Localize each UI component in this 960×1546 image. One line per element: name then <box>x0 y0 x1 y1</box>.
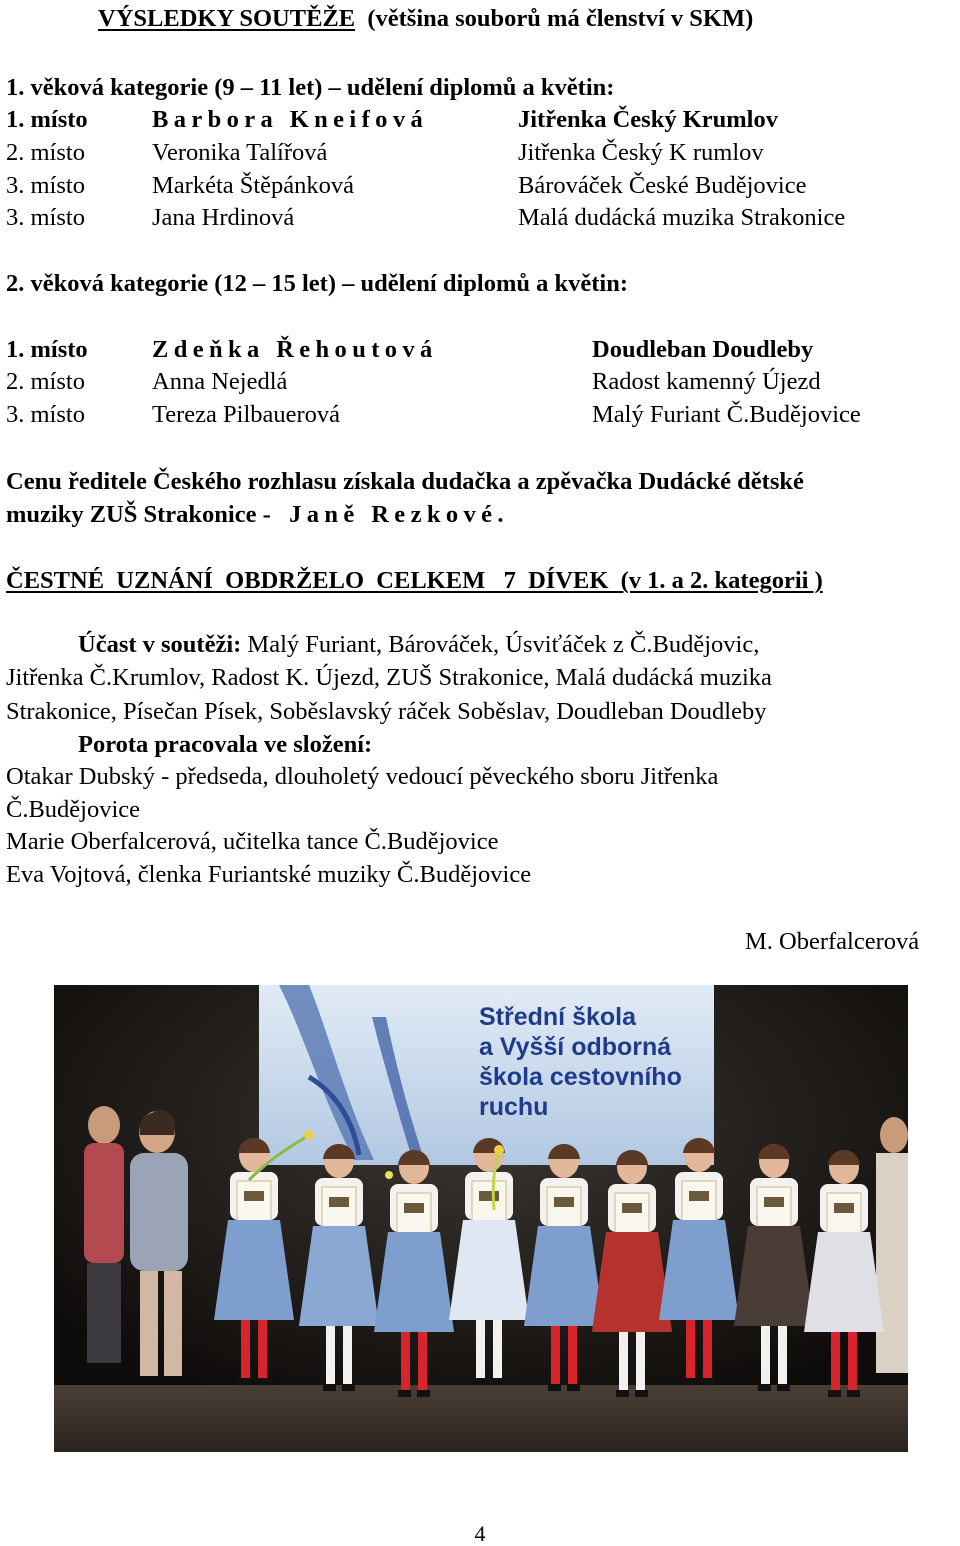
girl-leg <box>343 1326 352 1386</box>
girl-leg <box>831 1332 840 1392</box>
diploma <box>682 1181 716 1225</box>
girl-leg <box>493 1320 502 1380</box>
girl-skirt <box>214 1220 294 1320</box>
group-name: Malá dudácká muzika Strakonice <box>518 204 846 231</box>
girl-skirt <box>374 1232 454 1332</box>
girl-leg <box>551 1326 560 1386</box>
girl-leg <box>241 1320 250 1380</box>
girl-leg <box>418 1332 427 1392</box>
girl-leg <box>686 1320 695 1380</box>
participation-text: Malý Furiant, Bárováček, Úsviťáček z Č.Budějovic, <box>247 631 760 658</box>
banner-text: ruchu <box>479 1093 549 1121</box>
girl-shoe <box>828 1390 841 1397</box>
girl-leg <box>401 1332 410 1392</box>
banner-text: Střední škola <box>479 1003 636 1031</box>
group-name: Radost kamenný Újezd <box>592 368 821 395</box>
winner-name: Zdeňka Řehoutová <box>152 336 438 363</box>
diploma <box>757 1187 791 1231</box>
diploma <box>615 1193 649 1237</box>
group-name: Jitřenka Český Krumlov <box>518 106 778 133</box>
girl-leg <box>476 1320 485 1380</box>
girl-shoe <box>635 1390 648 1397</box>
jury-member: Marie Oberfalcerová, učitelka tance Č.Budějovice <box>6 828 499 855</box>
diploma <box>472 1181 506 1225</box>
participant-name: Veronika Talířová <box>152 139 328 166</box>
adult-figure <box>876 1117 908 1373</box>
category1-heading: 1. věková kategorie (9 – 11 let) – udělení diplomů a květin: <box>6 74 615 101</box>
place-label: 2. místo <box>6 368 85 395</box>
participation-line <box>78 630 759 660</box>
girl-skirt <box>734 1226 814 1326</box>
group-name: Jitřenka Český K rumlov <box>518 139 764 166</box>
page-number: 4 <box>474 1521 486 1546</box>
banner-text: a Vyšší odborná <box>479 1033 672 1061</box>
participant-name: Jana Hrdinová <box>152 204 295 231</box>
jury-member: Otakar Dubský - předseda, dlouholetý vedoucí pěveckého sboru Jitřenka <box>6 763 719 790</box>
girl-skirt <box>659 1220 739 1320</box>
adult-figure <box>84 1106 124 1363</box>
girl-leg <box>848 1332 857 1392</box>
title-note: (většina souborů má členství v SKM) <box>367 5 754 32</box>
prize-line <box>6 500 509 530</box>
participant-name: Anna Nejedlá <box>152 368 288 395</box>
girl-leg <box>778 1326 787 1386</box>
diploma-picture <box>689 1191 709 1201</box>
title: VÝSLEDKY SOUTĚŽE <box>98 5 356 32</box>
prize-prefix: muziky ZUŠ Strakonice - <box>6 501 271 528</box>
prize-line: Cenu ředitele Českého rozhlasu získala dudačka a zpěvačka Dudácké dětské <box>6 468 804 495</box>
girl-leg <box>703 1320 712 1380</box>
girl-shoe <box>847 1390 860 1397</box>
group-name: Doudleban Doudleby <box>592 336 814 363</box>
place-label: 3. místo <box>6 401 85 428</box>
participation-label: Účast v soutěži: <box>78 631 242 658</box>
jury-label: Porota pracovala ve složení: <box>78 731 373 758</box>
banner <box>259 985 714 1165</box>
girl-shoe <box>777 1384 790 1391</box>
girl-shoe <box>616 1390 629 1397</box>
girl-shoe <box>417 1390 430 1397</box>
girl-shoe <box>342 1384 355 1391</box>
diploma <box>547 1187 581 1231</box>
group-name: Bárováček České Budějovice <box>518 172 807 199</box>
signature: M. Oberfalcerová <box>745 928 920 955</box>
prize-winner-name: Janě Rezkové. <box>289 501 509 528</box>
girl-leg <box>636 1332 645 1392</box>
place-label: 3. místo <box>6 204 85 231</box>
jury-member: Eva Vojtová, členka Furiantské muziky Č.Budějovice <box>6 861 532 888</box>
girl-leg <box>258 1320 267 1380</box>
winner-name: Barbora Kneifová <box>152 106 429 133</box>
girl-leg <box>568 1326 577 1386</box>
girl-shoe <box>567 1384 580 1391</box>
participant-name: Markéta Štěpánková <box>152 172 355 199</box>
place-label: 1. místo <box>6 336 88 363</box>
girl-shoe <box>683 1378 696 1385</box>
girl-skirt <box>449 1220 529 1320</box>
girl-shoe <box>323 1384 336 1391</box>
girl-shoe <box>257 1378 270 1385</box>
girl-skirt <box>299 1226 379 1326</box>
place-label: 2. místo <box>6 139 85 166</box>
diploma-picture <box>404 1203 424 1213</box>
girl-shoe <box>492 1378 505 1385</box>
diploma-picture <box>622 1203 642 1213</box>
girl-shoe <box>398 1390 411 1397</box>
diploma <box>322 1187 356 1231</box>
girl-leg <box>326 1326 335 1386</box>
diploma <box>237 1181 271 1225</box>
participation-text: Strakonice, Písečan Písek, Soběslavský ráček Soběslav, Doudleban Doudleby <box>6 698 767 725</box>
girl-shoe <box>548 1384 561 1391</box>
diploma-picture <box>554 1197 574 1207</box>
title-line <box>98 4 753 34</box>
diploma-picture <box>764 1197 784 1207</box>
girl-shoe <box>473 1378 486 1385</box>
diploma-picture <box>329 1197 349 1207</box>
diploma-picture <box>479 1191 499 1201</box>
participant-name: Tereza Pilbauerová <box>152 401 341 428</box>
girl-leg <box>619 1332 628 1392</box>
honor-statement: ČESTNÉ UZNÁNÍ OBDRŽELO CELKEM 7 DÍVEK (v 1. a 2. kategorii ) <box>6 567 823 594</box>
place-label: 3. místo <box>6 172 85 199</box>
diploma <box>397 1193 431 1237</box>
girl-skirt <box>524 1226 604 1326</box>
place-label: 1. místo <box>6 106 88 133</box>
banner-text: škola cestovního <box>479 1063 682 1091</box>
participation-text: Jitřenka Č.Krumlov, Radost K. Újezd, ZUŠ Strakonice, Malá dudácká muzika <box>6 664 772 691</box>
stage-floor <box>54 1385 908 1452</box>
girl-shoe <box>758 1384 771 1391</box>
girl-shoe <box>702 1378 715 1385</box>
girl-skirt <box>804 1232 884 1332</box>
diploma <box>827 1193 861 1237</box>
girl-leg <box>761 1326 770 1386</box>
girl-shoe <box>238 1378 251 1385</box>
group-photo <box>54 985 908 1452</box>
diploma-picture <box>244 1191 264 1201</box>
jury-member: Č.Budějovice <box>6 796 141 823</box>
category2-heading: 2. věková kategorie (12 – 15 let) – udělení diplomů a květin: <box>6 270 629 297</box>
diploma-picture <box>834 1203 854 1213</box>
group-name: Malý Furiant Č.Budějovice <box>592 401 861 428</box>
